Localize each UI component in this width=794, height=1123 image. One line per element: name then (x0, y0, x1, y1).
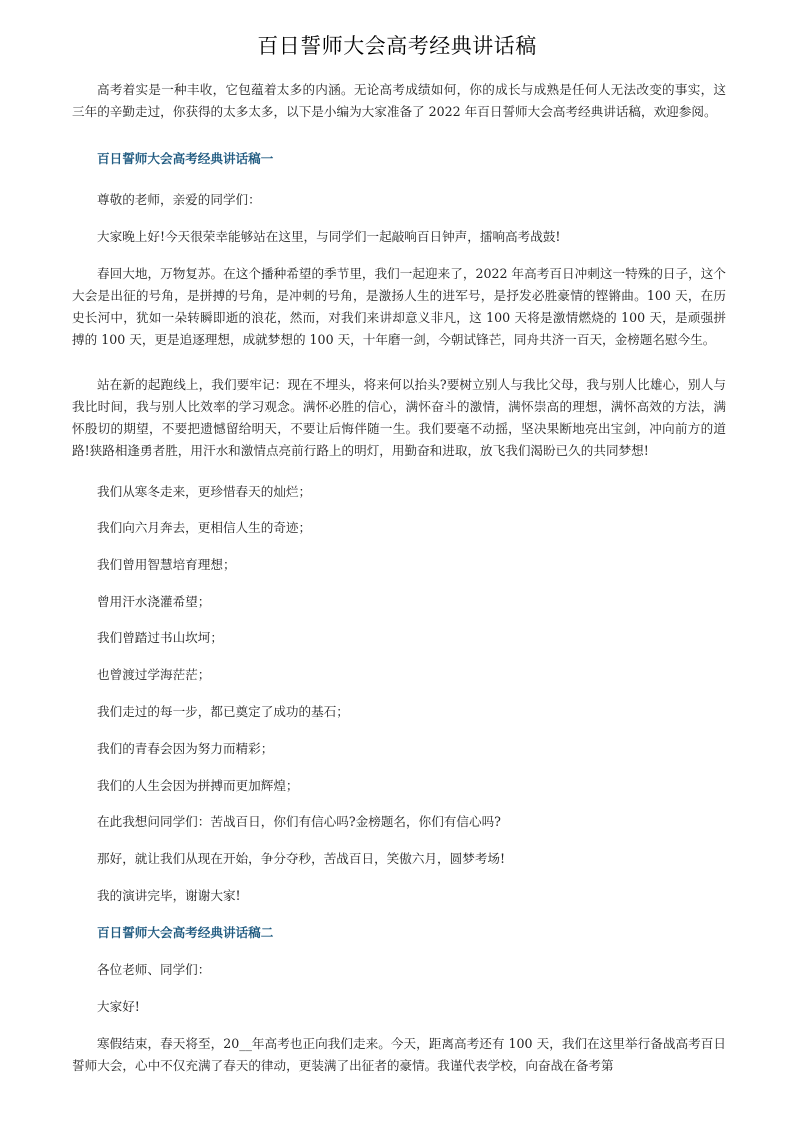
section-1-paragraph-2: 春回大地，万物复苏。在这个播种希望的季节里，我们一起迎来了，2022 年高考百日冲刺这一特殊的日子，这个大会是出征的号角，是拼搏的号角，是冲刺的号角，是激扬人生的进军号，是抒发必胜豪情的铿锵曲。100 天，在历史长河中，犹如一朵转瞬即逝的浪花，然而，对我们来讲却意义非凡，这 100 天将是激情燃烧的 100 天，是顽强拼搏的 100 天，更是追逐理想，成就梦想的 100 天，十年磨一剑，今朝试锋芒，同舟共济一百天，金榜题名慰今生。 (72, 266, 726, 347)
section-1-line: 我们向六月奔去，更相信人生的奇迹； (97, 520, 312, 535)
section-1-line: 我们走过的每一步，都已奠定了成功的基石； (97, 704, 349, 719)
section-1-line: 我们的青春会因为努力而精彩； (97, 741, 274, 756)
section-2-greeting: 各位老师、同学们： (97, 962, 211, 977)
intro-paragraph: 高考着实是一种丰收，它包蕴着太多的内涵。无论高考成绩如何，你的成长与成熟是任何人无法改变的事实，这三年的辛勤走过，你获得的太多太多，以下是小编为大家准备了 2022 年百日誓师大会高考经典讲话稿，欢迎参阅。 (72, 82, 726, 119)
section-1-line: 我们曾用智慧培育理想； (97, 557, 236, 572)
section-1-line: 在此我想问同学们：苦战百日，你们有信心吗?金榜题名，你们有信心吗? (97, 814, 501, 829)
section-1-line: 也曾渡过学海茫茫； (97, 667, 211, 682)
section-1-heading: 百日誓师大会高考经典讲话稿一 (97, 151, 274, 166)
section-1-paragraph-1: 大家晚上好!今天很荣幸能够站在这里，与同学们一起敲响百日钟声，擂响高考战鼓! (97, 229, 561, 244)
section-1-line: 我们曾踏过书山坎坷； (97, 630, 223, 645)
section-1-line: 我的演讲完毕，谢谢大家! (97, 888, 241, 903)
section-1-paragraph-3: 站在新的起跑线上，我们要牢记：现在不埋头，将来何以抬头?要树立别人与我比父母，我与别人比雄心，别人与我比时间，我与别人比效率的学习观念。满怀必胜的信心，满怀奋斗的激情，满怀崇高的理想，满怀高效的方法，满怀殷切的期望，不要把遗憾留给明天，不要让后悔伴随一生。我们要毫不动摇，坚决果断地亮出宝剑，冲向前方的道路!狭路相逢勇者胜，用汗水和激情点亮前行路上的明灯，用勤奋和进取，放飞我们渴盼已久的共同梦想! (72, 377, 726, 458)
section-2-heading: 百日誓师大会高考经典讲话稿二 (97, 925, 274, 940)
document-title: 百日誓师大会高考经典讲话稿 (257, 34, 537, 58)
section-1-line: 我们从寒冬走来，更珍惜春天的灿烂； (97, 484, 312, 499)
section-2-paragraph-1: 大家好! (97, 999, 140, 1014)
section-2-paragraph-2: 寒假结束，春天将至，20__年高考也正向我们走来。今天，距离高考还有 100 天，我们在这里举行备战高考百日誓师大会，心中不仅充满了春天的律动，更装满了出征者的豪情。我谨代表学校，向奋战在备考第 (72, 1036, 726, 1073)
section-1-line: 那好，就让我们从现在开始，争分夺秒，苦战百日，笑傲六月，圆梦考场! (97, 851, 506, 866)
section-1-line: 曾用汗水浇灌希望； (97, 594, 211, 609)
section-1-line: 我们的人生会因为拼搏而更加辉煌； (97, 778, 299, 793)
section-1-greeting: 尊敬的老师，亲爱的同学们： (97, 192, 261, 207)
